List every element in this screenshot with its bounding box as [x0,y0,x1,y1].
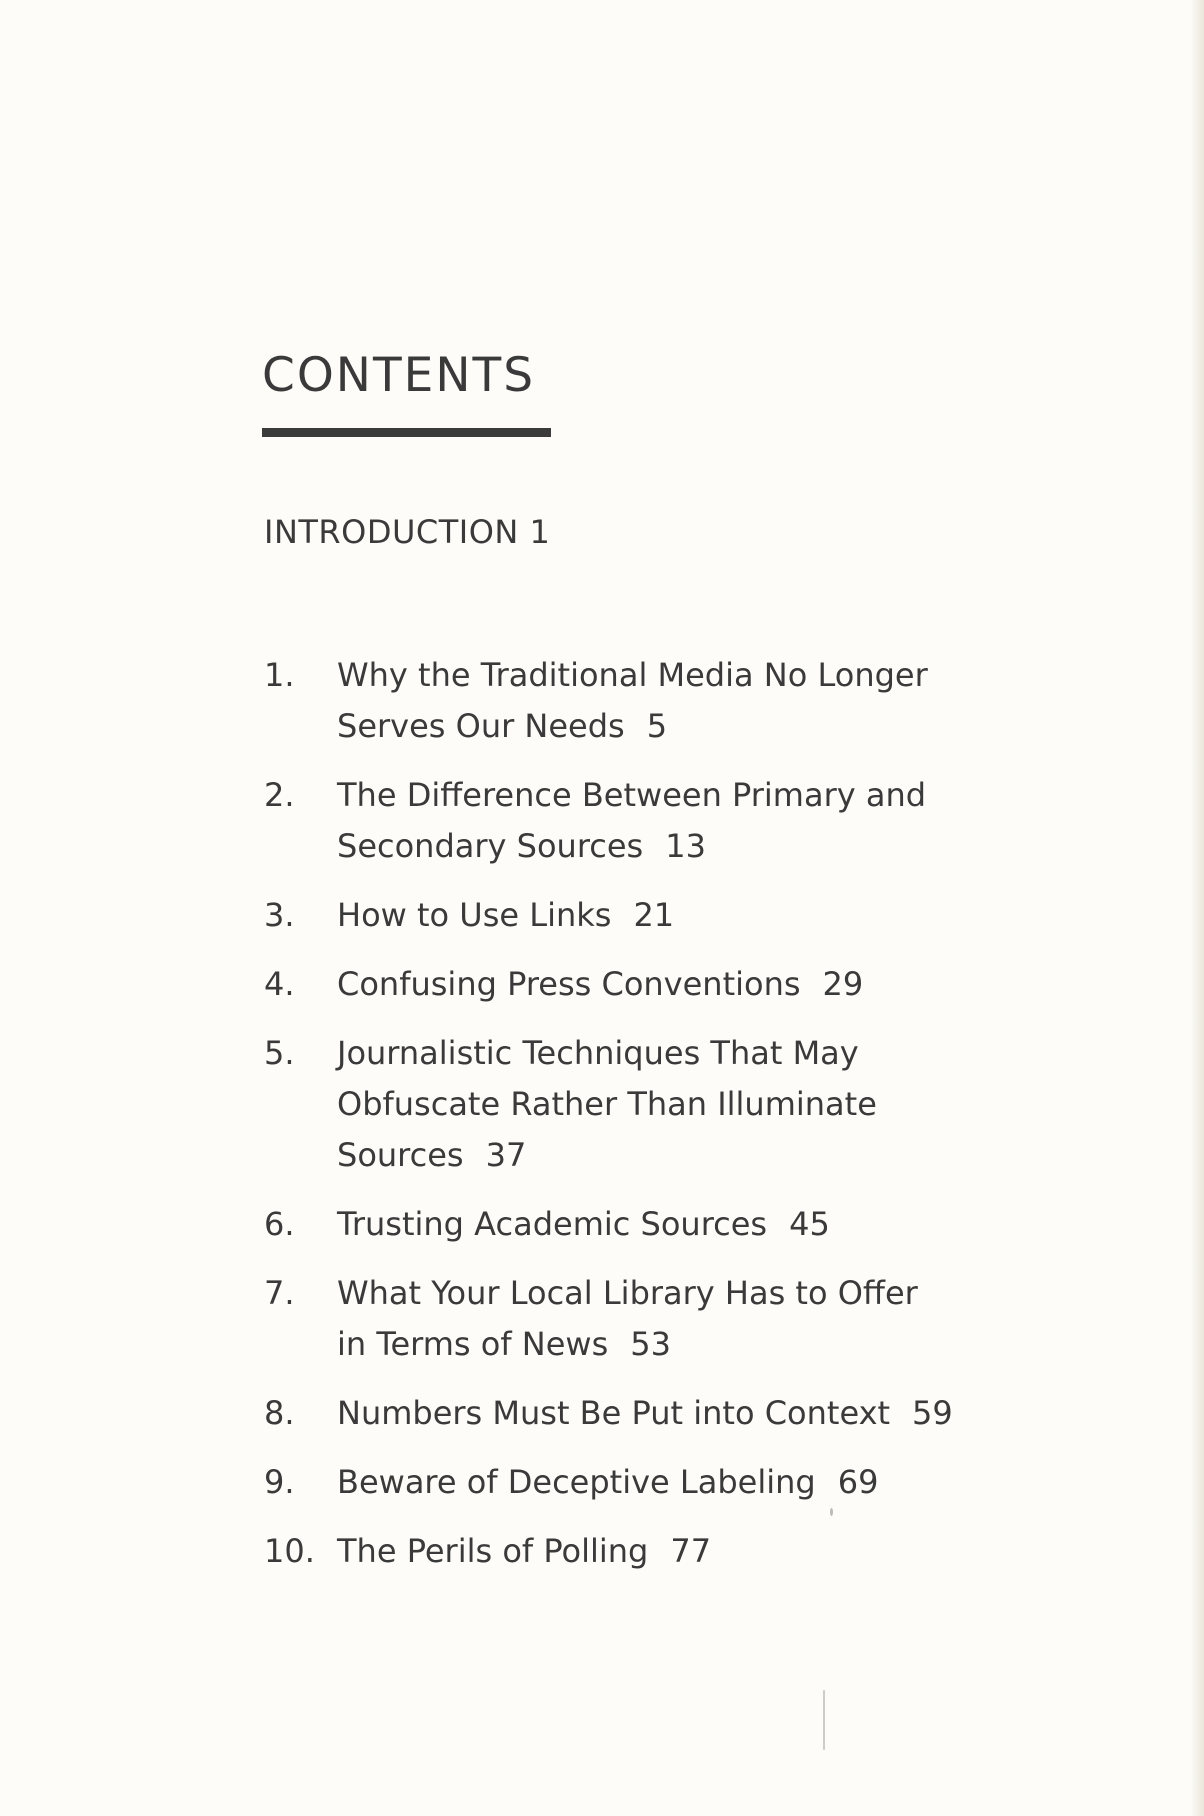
chapter-page: 59 [912,1394,953,1432]
chapter-number: 2. [264,776,295,814]
chapter-page: 45 [789,1205,830,1243]
chapter-title [337,1388,953,1439]
chapter-number: 4. [264,965,295,1003]
chapter-title-text: Why the Traditional Media No Longer Serves Our Needs [337,656,928,745]
chapter-title [337,1526,711,1577]
chapter-title [337,1199,830,1250]
introduction-page: 1 [529,513,551,551]
chapter-number: 10. [264,1532,315,1570]
chapter-page: 53 [630,1325,671,1363]
toc-entry-9 [264,1457,1064,1508]
chapter-title [337,959,863,1010]
chapter-number: 8. [264,1394,295,1432]
chapter-page: 77 [670,1532,712,1570]
chapter-page: 13 [665,827,706,865]
chapter-number: 1. [264,656,295,694]
toc-entry-2 [264,770,1064,872]
paper-speck [830,1508,833,1516]
chapter-number: 3. [264,896,295,934]
chapter-page: 37 [485,1136,527,1174]
paper-speck [823,1690,825,1750]
toc-entry-7 [264,1268,1064,1370]
page-edge-shadow [1190,0,1204,1816]
chapter-title-text: The Perils of Polling [337,1532,649,1570]
contents-heading: CONTENTS [262,348,536,403]
chapter-number: 9. [264,1463,295,1501]
chapter-title-text: What Your Local Library Has to Offer in Terms of News [337,1274,918,1363]
toc-entry-8 [264,1388,1064,1439]
chapter-number: 7. [264,1274,295,1312]
toc-entry-6 [264,1199,1064,1250]
toc-entry-5 [264,1028,1064,1181]
toc-entry-1 [264,650,1064,752]
table-of-contents [264,650,1064,1595]
chapter-title-text: Numbers Must Be Put into Context [337,1394,891,1432]
heading-underline [262,428,551,437]
chapter-page: 29 [822,965,864,1003]
chapter-title [337,650,928,752]
toc-entry-10 [264,1526,1064,1577]
chapter-page: 69 [837,1463,879,1501]
chapter-title-text: Trusting Academic Sources [337,1205,768,1243]
chapter-number: 6. [264,1205,295,1243]
introduction-label: INTRODUCTION [264,513,519,551]
introduction-entry [264,513,551,551]
chapter-number: 5. [264,1034,295,1072]
chapter-title [337,1457,878,1508]
chapter-title-text: How to Use Links [337,896,612,934]
chapter-page: 21 [633,896,675,934]
chapter-title [337,890,674,941]
toc-entry-4 [264,959,1064,1010]
chapter-title [337,770,926,872]
chapter-title-text: The Difference Between Primary and Secondary Sources [337,776,927,865]
toc-entry-3 [264,890,1064,941]
chapter-page: 5 [646,707,668,745]
chapter-title [337,1028,877,1181]
chapter-title-text: Confusing Press Conventions [337,965,801,1003]
chapter-title [337,1268,918,1370]
chapter-title-text: Journalistic Techniques That May Obfuscate Rather Than Illuminate Sources [337,1034,877,1174]
chapter-title-text: Beware of Deceptive Labeling [337,1463,816,1501]
